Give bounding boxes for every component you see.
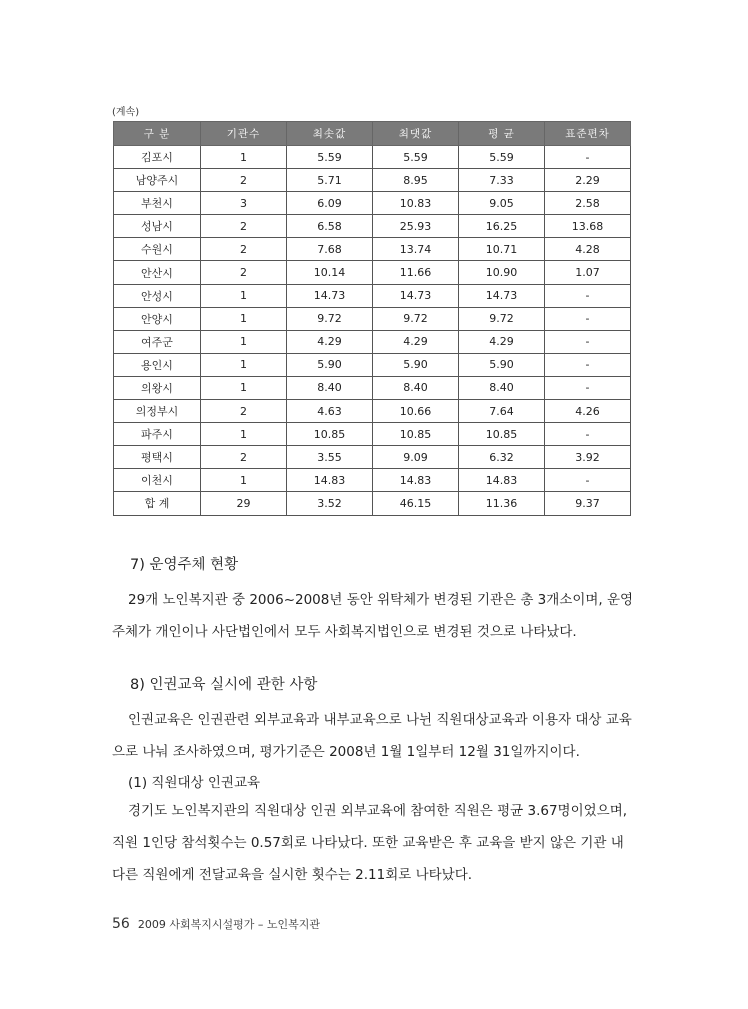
subsection1-body xyxy=(112,795,634,891)
table-row xyxy=(114,146,631,169)
header-stddev: 표준편차 xyxy=(545,122,631,146)
cell-mean: 14.73 xyxy=(459,284,545,307)
cell-stddev: 9.37 xyxy=(545,492,631,515)
table-total-row xyxy=(114,492,631,515)
cell-count: 2 xyxy=(201,400,287,423)
cell-min: 10.85 xyxy=(287,423,373,446)
cell-mean: 14.83 xyxy=(459,469,545,492)
cell-max: 11.66 xyxy=(373,261,459,284)
cell-mean: 7.33 xyxy=(459,169,545,192)
cell-max: 5.90 xyxy=(373,353,459,376)
section8-paragraph: 인권교육은 인권관련 외부교육과 내부교육으로 나뉜 직원대상교육과 이용자 대상 교육으로 나눠 조사하였으며, 평가기준은 2008년 1월 1일부터 12월 31일까지이다. xyxy=(112,712,632,760)
cell-max: 10.85 xyxy=(373,423,459,446)
cell-max: 14.83 xyxy=(373,469,459,492)
cell-stddev: - xyxy=(545,307,631,330)
cell-min: 8.40 xyxy=(287,376,373,399)
page-footer xyxy=(112,916,320,932)
cell-min: 3.52 xyxy=(287,492,373,515)
cell-count: 1 xyxy=(201,423,287,446)
cell-mean: 10.90 xyxy=(459,261,545,284)
cell-min: 10.14 xyxy=(287,261,373,284)
section7-paragraph: 29개 노인복지관 중 2006~2008년 동안 위탁체가 변경된 기관은 총 3개소이며, 운영주체가 개인이나 사단법인에서 모두 사회복지법인으로 변경된 것으로 나타났다. xyxy=(112,592,634,640)
cell-min: 5.71 xyxy=(287,169,373,192)
cell-region: 수원시 xyxy=(114,238,201,261)
cell-region: 평택시 xyxy=(114,446,201,469)
cell-stddev: - xyxy=(545,376,631,399)
cell-mean: 5.59 xyxy=(459,146,545,169)
cell-max: 13.74 xyxy=(373,238,459,261)
cell-stddev: 13.68 xyxy=(545,215,631,238)
cell-region: 의정부시 xyxy=(114,400,201,423)
cell-stddev: - xyxy=(545,353,631,376)
cell-region: 부천시 xyxy=(114,192,201,215)
cell-max: 4.29 xyxy=(373,330,459,353)
header-max: 최댓값 xyxy=(373,122,459,146)
cell-mean: 4.29 xyxy=(459,330,545,353)
table-row xyxy=(114,469,631,492)
cell-max: 10.66 xyxy=(373,400,459,423)
cell-min: 3.55 xyxy=(287,446,373,469)
cell-mean: 5.90 xyxy=(459,353,545,376)
cell-stddev: 2.29 xyxy=(545,169,631,192)
cell-region: 이천시 xyxy=(114,469,201,492)
cell-max: 5.59 xyxy=(373,146,459,169)
header-min: 최솟값 xyxy=(287,122,373,146)
cell-min: 4.29 xyxy=(287,330,373,353)
cell-count: 1 xyxy=(201,469,287,492)
section8-title: 8) 인권교육 실시에 관한 사항 xyxy=(130,677,318,693)
cell-stddev: 4.26 xyxy=(545,400,631,423)
table-row xyxy=(114,400,631,423)
table-row xyxy=(114,307,631,330)
cell-mean: 9.72 xyxy=(459,307,545,330)
cell-max: 9.72 xyxy=(373,307,459,330)
cell-mean: 8.40 xyxy=(459,376,545,399)
cell-count: 1 xyxy=(201,307,287,330)
cell-count: 3 xyxy=(201,192,287,215)
cell-max: 14.73 xyxy=(373,284,459,307)
cell-mean: 9.05 xyxy=(459,192,545,215)
table-row xyxy=(114,215,631,238)
header-category: 구 분 xyxy=(114,122,201,146)
cell-mean: 6.32 xyxy=(459,446,545,469)
cell-min: 14.73 xyxy=(287,284,373,307)
cell-max: 8.40 xyxy=(373,376,459,399)
cell-count: 2 xyxy=(201,261,287,284)
subsection1-title: (1) 직원대상 인권교육 xyxy=(128,775,261,791)
cell-region: 안양시 xyxy=(114,307,201,330)
cell-count: 1 xyxy=(201,376,287,399)
cell-count: 2 xyxy=(201,238,287,261)
section7-body xyxy=(112,584,634,648)
statistics-table xyxy=(113,121,631,516)
cell-stddev: - xyxy=(545,423,631,446)
cell-region: 성남시 xyxy=(114,215,201,238)
table-row xyxy=(114,423,631,446)
cell-count: 29 xyxy=(201,492,287,515)
cell-stddev: 3.92 xyxy=(545,446,631,469)
cell-min: 6.09 xyxy=(287,192,373,215)
cell-max: 46.15 xyxy=(373,492,459,515)
header-institution-count: 기관수 xyxy=(201,122,287,146)
table-row xyxy=(114,446,631,469)
cell-stddev: 2.58 xyxy=(545,192,631,215)
table-row xyxy=(114,376,631,399)
section8-body xyxy=(112,704,634,768)
cell-region: 여주군 xyxy=(114,330,201,353)
cell-region: 의왕시 xyxy=(114,376,201,399)
cell-region: 합 계 xyxy=(114,492,201,515)
cell-max: 8.95 xyxy=(373,169,459,192)
cell-stddev: - xyxy=(545,330,631,353)
cell-stddev: - xyxy=(545,469,631,492)
cell-mean: 7.64 xyxy=(459,400,545,423)
cell-min: 5.59 xyxy=(287,146,373,169)
cell-stddev: - xyxy=(545,146,631,169)
cell-region: 김포시 xyxy=(114,146,201,169)
cell-min: 7.68 xyxy=(287,238,373,261)
cell-stddev: 1.07 xyxy=(545,261,631,284)
table-row xyxy=(114,284,631,307)
cell-max: 10.83 xyxy=(373,192,459,215)
cell-stddev: - xyxy=(545,284,631,307)
cell-region: 남양주시 xyxy=(114,169,201,192)
table-row xyxy=(114,330,631,353)
table-row xyxy=(114,192,631,215)
cell-min: 14.83 xyxy=(287,469,373,492)
cell-region: 용인시 xyxy=(114,353,201,376)
footer-title: 2009 사회복지시설평가 – 노인복지관 xyxy=(137,918,320,931)
cell-count: 1 xyxy=(201,146,287,169)
subsection1-paragraph: 경기도 노인복지관의 직원대상 인권 외부교육에 참여한 직원은 평균 3.67명이었으며, 직원 1인당 참석횟수는 0.57회로 나타났다. 또한 교육받은 후 교육을 받지 않은 기관 내 다른 직원에게 전달교육을 실시한 횟수는 2.11회로 나타났다. xyxy=(112,803,628,883)
cell-region: 안성시 xyxy=(114,284,201,307)
cell-count: 1 xyxy=(201,353,287,376)
cell-min: 4.63 xyxy=(287,400,373,423)
section7-title: 7) 운영주체 현황 xyxy=(130,557,239,573)
table-row xyxy=(114,169,631,192)
table-row xyxy=(114,238,631,261)
continued-label: (계속) xyxy=(112,107,140,118)
cell-count: 1 xyxy=(201,330,287,353)
cell-stddev: 4.28 xyxy=(545,238,631,261)
table-row xyxy=(114,261,631,284)
cell-count: 2 xyxy=(201,169,287,192)
cell-count: 2 xyxy=(201,215,287,238)
cell-region: 파주시 xyxy=(114,423,201,446)
cell-min: 9.72 xyxy=(287,307,373,330)
cell-max: 25.93 xyxy=(373,215,459,238)
cell-count: 2 xyxy=(201,446,287,469)
cell-count: 1 xyxy=(201,284,287,307)
cell-min: 6.58 xyxy=(287,215,373,238)
cell-mean: 16.25 xyxy=(459,215,545,238)
page-number: 56 xyxy=(112,916,130,932)
cell-mean: 10.85 xyxy=(459,423,545,446)
cell-mean: 11.36 xyxy=(459,492,545,515)
table-header-row xyxy=(114,122,631,146)
cell-min: 5.90 xyxy=(287,353,373,376)
cell-mean: 10.71 xyxy=(459,238,545,261)
cell-max: 9.09 xyxy=(373,446,459,469)
table-row xyxy=(114,353,631,376)
header-mean: 평 균 xyxy=(459,122,545,146)
cell-region: 안산시 xyxy=(114,261,201,284)
